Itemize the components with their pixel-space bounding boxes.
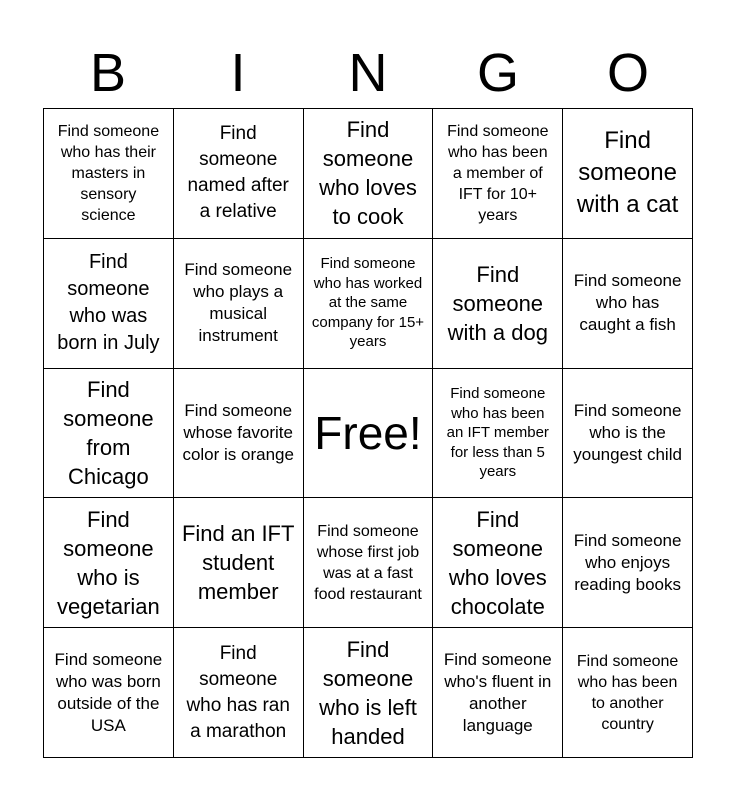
bingo-cell [304, 239, 434, 369]
bingo-cell [44, 239, 174, 369]
bingo-cell [44, 628, 174, 758]
cell-text: Find someone with a dog [447, 261, 548, 345]
cell-text: Find someone who has been an IFT member for less than 5 years [446, 385, 549, 481]
cell-text: Find someone who has worked at the same company for 15+ years [311, 255, 425, 351]
cell-text: Find someone who loves to cook [319, 117, 417, 230]
cell-text: Find someone who has their masters in sensory science [57, 122, 160, 224]
cell-text: Find an IFT student member [181, 521, 295, 605]
bingo-header [43, 40, 693, 106]
cell-text: Find someone who enjoys reading books [573, 530, 682, 594]
cell-text: Find someone whose first job was at a fast food restaurant [314, 522, 422, 603]
cell-text: Find someone from Chicago [63, 376, 154, 489]
cell-text: Find someone who's fluent in another language [443, 649, 552, 735]
cell-text: Find someone who plays a musical instrument [184, 260, 293, 346]
free-space-text: Free! [314, 406, 422, 459]
bingo-cell [174, 498, 304, 628]
cell-text: Find someone who has caught a fish [573, 271, 682, 335]
bingo-cell [174, 628, 304, 758]
cell-text: Find someone who has been a member of IFT for 10+ years [447, 122, 549, 224]
header-letter-o: O [606, 43, 649, 103]
bingo-cell [563, 369, 693, 499]
cell-text: Find someone whose favorite color is orange [182, 400, 294, 464]
bingo-cell [304, 628, 434, 758]
bingo-cell [44, 498, 174, 628]
cell-text: Find someone who loves chocolate [448, 506, 547, 619]
cell-text: Find someone who is left handed [319, 636, 417, 749]
header-letter-i: I [230, 43, 246, 103]
bingo-cell [563, 239, 693, 369]
free-space [304, 369, 434, 499]
cell-text: Find someone who has been to another country [576, 652, 679, 733]
bingo-cell [304, 498, 434, 628]
header-letter-b: B [89, 43, 127, 103]
bingo-cell [433, 498, 563, 628]
bingo-grid [43, 108, 693, 758]
bingo-cell [304, 109, 434, 239]
cell-text: Find someone with a cat [576, 127, 679, 219]
bingo-cell [433, 628, 563, 758]
cell-text: Find someone who has ran a marathon [186, 642, 290, 742]
bingo-cell [433, 239, 563, 369]
cell-text: Find someone named after a relative [187, 123, 289, 223]
header-letter-g: G [476, 43, 519, 103]
cell-text: Find someone who is vegetarian [57, 506, 160, 619]
cell-text: Find someone who was born outside of the USA [54, 649, 163, 735]
bingo-cell [174, 239, 304, 369]
bingo-cell [563, 109, 693, 239]
header-letter-n: N [348, 43, 388, 103]
bingo-cell [174, 369, 304, 499]
bingo-cell [174, 109, 304, 239]
bingo-cell [44, 109, 174, 239]
bingo-cell [433, 369, 563, 499]
bingo-cell [563, 628, 693, 758]
bingo-cell [563, 498, 693, 628]
cell-text: Find someone who was born in July [57, 251, 160, 355]
cell-text: Find someone who is the youngest child [573, 400, 682, 464]
bingo-cell [44, 369, 174, 499]
bingo-cell [433, 109, 563, 239]
